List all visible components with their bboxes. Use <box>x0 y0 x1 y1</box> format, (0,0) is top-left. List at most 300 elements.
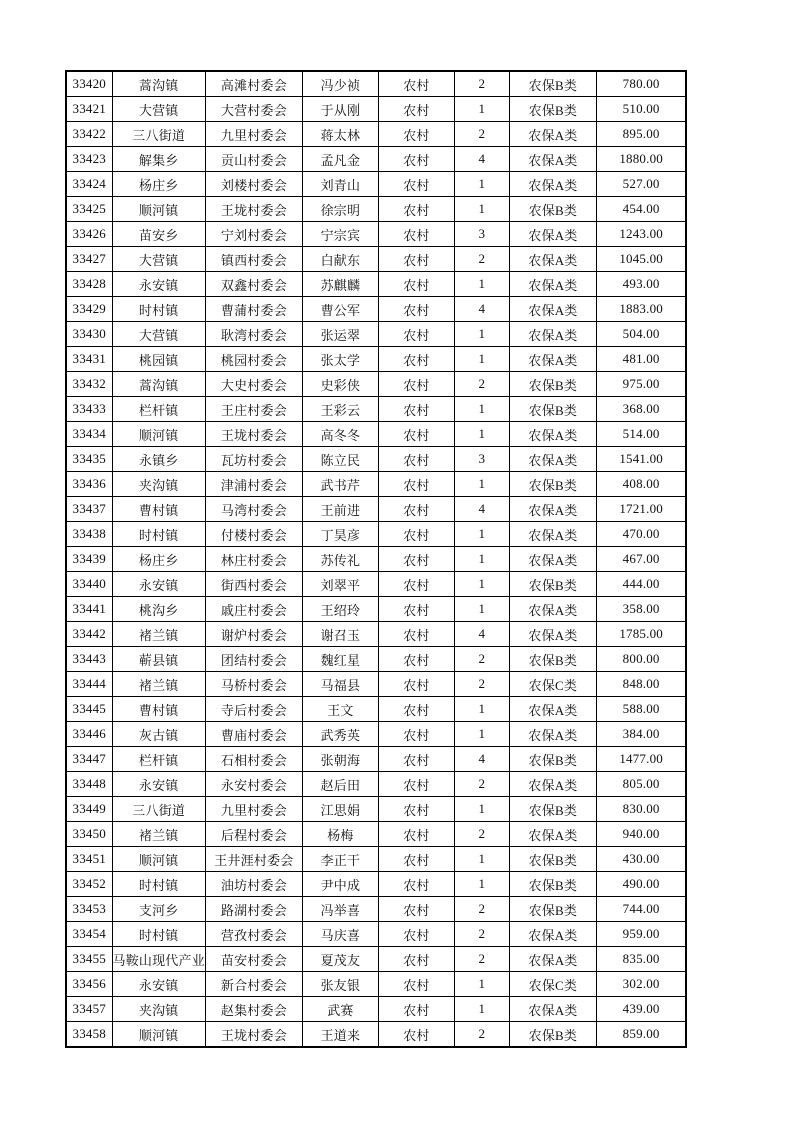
cell-record-id <box>66 97 112 122</box>
cell-insurance-category-text: 农保A类 <box>528 552 578 568</box>
cell-record-id <box>66 747 112 772</box>
cell-village-committee-text: 谢炉村委会 <box>220 627 287 643</box>
cell-insurance-category <box>509 947 596 972</box>
cell-record-id <box>66 372 112 397</box>
cell-residence-type <box>378 622 454 647</box>
cell-village-committee-text: 寺后村委会 <box>220 702 287 718</box>
cell-insurance-category <box>509 372 596 397</box>
cell-person-name <box>302 497 378 522</box>
cell-count-text: 1 <box>478 351 486 366</box>
cell-village-committee-text: 贡山村委会 <box>220 152 287 168</box>
cell-amount-text: 514.00 <box>622 426 660 441</box>
cell-town-text: 时村镇 <box>138 877 179 893</box>
cell-count-text: 1 <box>478 326 486 341</box>
cell-residence-type <box>378 522 454 547</box>
cell-town-text: 大营镇 <box>138 252 179 268</box>
cell-insurance-category <box>509 297 596 322</box>
cell-insurance-category-text: 农保A类 <box>528 227 578 243</box>
table-row <box>66 647 686 672</box>
table-row <box>66 597 686 622</box>
cell-count <box>454 397 509 422</box>
cell-residence-type-text: 农村 <box>403 302 430 318</box>
cell-record-id <box>66 922 112 947</box>
table-row <box>66 422 686 447</box>
cell-amount <box>596 647 686 672</box>
cell-town <box>112 622 205 647</box>
cell-amount-text: 384.00 <box>622 726 660 741</box>
cell-insurance-category-text: 农保A类 <box>528 777 578 793</box>
cell-village-committee <box>205 497 302 522</box>
table-row <box>66 347 686 372</box>
cell-insurance-category-text: 农保A类 <box>528 702 578 718</box>
cell-count <box>454 622 509 647</box>
table-row <box>66 697 686 722</box>
cell-count <box>454 147 509 172</box>
cell-village-committee <box>205 372 302 397</box>
cell-insurance-category <box>509 422 596 447</box>
cell-residence-type-text: 农村 <box>403 702 430 718</box>
cell-town-text: 蒿沟镇 <box>138 377 179 393</box>
cell-insurance-category <box>509 147 596 172</box>
table-row <box>66 147 686 172</box>
cell-amount-text: 1721.00 <box>619 501 663 516</box>
cell-residence-type-text: 农村 <box>403 327 430 343</box>
cell-residence-type-text: 农村 <box>403 402 430 418</box>
table-row <box>66 847 686 872</box>
cell-person-name-text: 赵后田 <box>320 777 361 793</box>
cell-record-id-text: 33423 <box>72 151 106 166</box>
cell-town-text: 曹村镇 <box>138 502 179 518</box>
cell-count <box>454 972 509 997</box>
cell-residence-type-text: 农村 <box>403 977 430 993</box>
cell-record-id <box>66 422 112 447</box>
cell-insurance-category <box>509 497 596 522</box>
cell-record-id <box>66 347 112 372</box>
cell-town-text: 解集乡 <box>138 152 179 168</box>
cell-person-name <box>302 172 378 197</box>
cell-residence-type <box>378 272 454 297</box>
cell-record-id-text: 33430 <box>72 326 106 341</box>
cell-amount-text: 481.00 <box>622 351 660 366</box>
cell-residence-type <box>378 772 454 797</box>
cell-person-name <box>302 1022 378 1048</box>
cell-town <box>112 597 205 622</box>
cell-amount <box>596 397 686 422</box>
cell-residence-type-text: 农村 <box>403 652 430 668</box>
cell-record-id <box>66 672 112 697</box>
table-row <box>66 272 686 297</box>
table-row <box>66 97 686 122</box>
cell-town-text: 苗安乡 <box>138 227 179 243</box>
cell-record-id-text: 33449 <box>72 801 106 816</box>
cell-record-id-text: 33443 <box>72 651 106 666</box>
cell-record-id-text: 33431 <box>72 351 106 366</box>
cell-amount <box>596 997 686 1022</box>
cell-record-id-text: 33427 <box>72 251 106 266</box>
cell-residence-type-text: 农村 <box>403 177 430 193</box>
cell-count <box>454 897 509 922</box>
cell-person-name-text: 史彩侠 <box>320 377 361 393</box>
cell-insurance-category-text: 农保A类 <box>528 827 578 843</box>
cell-town <box>112 797 205 822</box>
cell-record-id-text: 33420 <box>72 76 106 91</box>
table-row <box>66 947 686 972</box>
cell-town-text: 永安镇 <box>138 577 179 593</box>
cell-count-text: 2 <box>478 1026 486 1041</box>
cell-amount <box>596 272 686 297</box>
cell-village-committee-text: 油坊村委会 <box>220 877 287 893</box>
cell-count-text: 1 <box>478 101 486 116</box>
cell-town <box>112 322 205 347</box>
cell-village-committee <box>205 347 302 372</box>
cell-person-name <box>302 597 378 622</box>
cell-count <box>454 347 509 372</box>
cell-residence-type-text: 农村 <box>403 352 430 368</box>
cell-residence-type-text: 农村 <box>403 202 430 218</box>
table-row <box>66 547 686 572</box>
cell-residence-type-text: 农村 <box>403 802 430 818</box>
cell-village-committee <box>205 1022 302 1048</box>
cell-insurance-category <box>509 997 596 1022</box>
cell-count <box>454 997 509 1022</box>
cell-record-id <box>66 647 112 672</box>
cell-person-name <box>302 997 378 1022</box>
cell-residence-type <box>378 997 454 1022</box>
cell-amount-text: 588.00 <box>622 701 660 716</box>
cell-count-text: 1 <box>478 876 486 891</box>
cell-town <box>112 347 205 372</box>
cell-person-name-text: 苏传礼 <box>320 552 361 568</box>
cell-person-name <box>302 872 378 897</box>
cell-insurance-category-text: 农保A类 <box>528 927 578 943</box>
cell-count-text: 4 <box>478 751 486 766</box>
cell-record-id <box>66 172 112 197</box>
cell-record-id <box>66 297 112 322</box>
cell-record-id <box>66 397 112 422</box>
cell-town-text: 永安镇 <box>138 777 179 793</box>
cell-residence-type-text: 农村 <box>403 252 430 268</box>
cell-village-committee-text: 石相村委会 <box>220 752 287 768</box>
cell-town-text: 三八街道 <box>132 802 186 818</box>
cell-residence-type-text: 农村 <box>403 477 430 493</box>
cell-count <box>454 222 509 247</box>
cell-count <box>454 947 509 972</box>
cell-insurance-category-text: 农保A类 <box>528 127 578 143</box>
cell-record-id-text: 33429 <box>72 301 106 316</box>
cell-person-name <box>302 297 378 322</box>
cell-person-name <box>302 922 378 947</box>
cell-town <box>112 397 205 422</box>
cell-town-text: 杨庄乡 <box>138 552 179 568</box>
cell-residence-type-text: 农村 <box>403 102 430 118</box>
cell-record-id <box>66 197 112 222</box>
cell-town-text: 蒿沟镇 <box>138 77 179 93</box>
cell-amount <box>596 622 686 647</box>
cell-insurance-category <box>509 622 596 647</box>
cell-insurance-category-text: 农保B类 <box>528 1027 578 1043</box>
cell-residence-type <box>378 322 454 347</box>
cell-residence-type <box>378 547 454 572</box>
cell-village-committee <box>205 71 302 97</box>
cell-amount <box>596 547 686 572</box>
cell-insurance-category <box>509 572 596 597</box>
cell-person-name-text: 张太学 <box>320 352 361 368</box>
cell-record-id <box>66 572 112 597</box>
cell-amount-text: 1541.00 <box>619 451 663 466</box>
cell-town <box>112 122 205 147</box>
cell-person-name-text: 王前进 <box>320 502 361 518</box>
cell-residence-type-text: 农村 <box>403 1002 430 1018</box>
cell-residence-type-text: 农村 <box>403 152 430 168</box>
cell-town <box>112 572 205 597</box>
cell-count <box>454 322 509 347</box>
cell-town-text: 桃沟乡 <box>138 602 179 618</box>
cell-amount <box>596 597 686 622</box>
cell-record-id-text: 33451 <box>72 851 106 866</box>
cell-amount <box>596 572 686 597</box>
cell-amount-text: 302.00 <box>622 976 660 991</box>
cell-record-id-text: 33426 <box>72 226 106 241</box>
cell-person-name-text: 王文 <box>327 702 354 718</box>
table-row <box>66 872 686 897</box>
cell-amount-text: 848.00 <box>622 676 660 691</box>
cell-record-id-text: 33455 <box>72 951 106 966</box>
cell-amount <box>596 722 686 747</box>
cell-town-text: 时村镇 <box>138 527 179 543</box>
cell-insurance-category <box>509 197 596 222</box>
cell-town-text: 蕲县镇 <box>138 652 179 668</box>
table-row <box>66 472 686 497</box>
cell-village-committee <box>205 222 302 247</box>
table-row <box>66 172 686 197</box>
cell-residence-type <box>378 472 454 497</box>
cell-count <box>454 272 509 297</box>
cell-amount <box>596 472 686 497</box>
cell-village-committee-text: 九里村委会 <box>220 127 287 143</box>
cell-town <box>112 997 205 1022</box>
cell-residence-type-text: 农村 <box>403 552 430 568</box>
cell-amount <box>596 372 686 397</box>
cell-town-text: 顺河镇 <box>138 1027 179 1043</box>
cell-town-text: 三八街道 <box>132 127 186 143</box>
cell-count-text: 1 <box>478 426 486 441</box>
cell-amount-text: 358.00 <box>622 601 660 616</box>
cell-record-id-text: 33445 <box>72 701 106 716</box>
cell-count-text: 1 <box>478 701 486 716</box>
cell-count <box>454 247 509 272</box>
cell-residence-type-text: 农村 <box>403 277 430 293</box>
cell-amount <box>596 747 686 772</box>
cell-person-name <box>302 247 378 272</box>
cell-residence-type <box>378 847 454 872</box>
cell-count <box>454 1022 509 1048</box>
cell-insurance-category <box>509 1022 596 1048</box>
cell-village-committee-text: 刘楼村委会 <box>220 177 287 193</box>
cell-count-text: 1 <box>478 476 486 491</box>
cell-town <box>112 297 205 322</box>
cell-town <box>112 672 205 697</box>
cell-record-id <box>66 1022 112 1048</box>
cell-count <box>454 747 509 772</box>
cell-record-id-text: 33448 <box>72 776 106 791</box>
cell-residence-type-text: 农村 <box>403 77 430 93</box>
cell-amount-text: 780.00 <box>622 76 660 91</box>
cell-amount <box>596 422 686 447</box>
cell-person-name-text: 苏麒麟 <box>320 277 361 293</box>
cell-village-committee-text: 大营村委会 <box>220 102 287 118</box>
cell-person-name-text: 刘青山 <box>320 177 361 193</box>
cell-count <box>454 522 509 547</box>
cell-insurance-category-text: 农保A类 <box>528 602 578 618</box>
cell-insurance-category <box>509 272 596 297</box>
cell-insurance-category-text: 农保A类 <box>528 352 578 368</box>
cell-amount-text: 444.00 <box>622 576 660 591</box>
cell-village-committee-text: 王垅村委会 <box>220 1027 287 1043</box>
cell-amount-text: 490.00 <box>622 876 660 891</box>
cell-count <box>454 472 509 497</box>
cell-person-name <box>302 547 378 572</box>
cell-village-committee <box>205 322 302 347</box>
cell-village-committee-text: 马湾村委会 <box>220 502 287 518</box>
cell-count-text: 2 <box>478 676 486 691</box>
cell-insurance-category-text: 农保A类 <box>528 627 578 643</box>
cell-insurance-category-text: 农保B类 <box>528 377 578 393</box>
cell-village-committee-text: 王井涯村委会 <box>214 852 294 868</box>
cell-village-committee-text: 镇西村委会 <box>220 252 287 268</box>
cell-record-id-text: 33439 <box>72 551 106 566</box>
cell-person-name-text: 王道来 <box>320 1027 361 1043</box>
cell-amount-text: 368.00 <box>622 401 660 416</box>
cell-residence-type <box>378 122 454 147</box>
cell-town-text: 栏杆镇 <box>138 752 179 768</box>
cell-person-name-text: 王彩云 <box>320 402 361 418</box>
cell-count <box>454 197 509 222</box>
cell-record-id-text: 33421 <box>72 101 106 116</box>
cell-town <box>112 472 205 497</box>
cell-town-text: 顺河镇 <box>138 852 179 868</box>
cell-count <box>454 172 509 197</box>
cell-village-committee <box>205 397 302 422</box>
cell-residence-type-text: 农村 <box>403 227 430 243</box>
cell-record-id-text: 33458 <box>72 1026 106 1041</box>
cell-insurance-category-text: 农保B类 <box>528 477 578 493</box>
cell-town-text: 夹沟镇 <box>138 477 179 493</box>
cell-insurance-category-text: 农保B类 <box>528 802 578 818</box>
cell-record-id-text: 33447 <box>72 751 106 766</box>
table-row <box>66 222 686 247</box>
cell-person-name <box>302 272 378 297</box>
table-row <box>66 297 686 322</box>
cell-count-text: 1 <box>478 601 486 616</box>
cell-person-name <box>302 397 378 422</box>
cell-village-committee <box>205 822 302 847</box>
cell-person-name <box>302 147 378 172</box>
cell-town-text: 桃园镇 <box>138 352 179 368</box>
cell-town-text: 大营镇 <box>138 102 179 118</box>
cell-person-name-text: 张友银 <box>320 977 361 993</box>
cell-residence-type <box>378 372 454 397</box>
cell-person-name-text: 张朝海 <box>320 752 361 768</box>
cell-town <box>112 447 205 472</box>
cell-amount <box>596 697 686 722</box>
cell-count-text: 2 <box>478 251 486 266</box>
cell-amount <box>596 297 686 322</box>
cell-residence-type-text: 农村 <box>403 577 430 593</box>
cell-village-committee <box>205 172 302 197</box>
cell-residence-type-text: 农村 <box>403 602 430 618</box>
cell-record-id <box>66 622 112 647</box>
cell-town <box>112 172 205 197</box>
cell-town-text: 永镇乡 <box>138 452 179 468</box>
cell-village-committee <box>205 997 302 1022</box>
cell-town-text: 栏杆镇 <box>138 402 179 418</box>
cell-person-name-text: 谢召玉 <box>320 627 361 643</box>
table-row <box>66 447 686 472</box>
cell-insurance-category <box>509 872 596 897</box>
cell-person-name <box>302 647 378 672</box>
cell-amount-text: 510.00 <box>622 101 660 116</box>
cell-residence-type <box>378 172 454 197</box>
cell-village-committee <box>205 547 302 572</box>
cell-person-name-text: 白献东 <box>320 252 361 268</box>
cell-residence-type-text: 农村 <box>403 852 430 868</box>
cell-insurance-category <box>509 122 596 147</box>
cell-count-text: 4 <box>478 501 486 516</box>
cell-village-committee <box>205 647 302 672</box>
table-row <box>66 722 686 747</box>
cell-residence-type-text: 农村 <box>403 377 430 393</box>
cell-insurance-category-text: 农保B类 <box>528 202 578 218</box>
cell-count <box>454 797 509 822</box>
cell-residence-type <box>378 447 454 472</box>
cell-amount-text: 805.00 <box>622 776 660 791</box>
cell-amount <box>596 822 686 847</box>
cell-count-text: 2 <box>478 126 486 141</box>
cell-record-id <box>66 71 112 97</box>
cell-person-name-text: 冯少祯 <box>320 77 361 93</box>
cell-count-text: 1 <box>478 576 486 591</box>
cell-insurance-category-text: 农保A类 <box>528 502 578 518</box>
cell-residence-type <box>378 497 454 522</box>
cell-record-id <box>66 522 112 547</box>
cell-village-committee-text: 曹庙村委会 <box>220 727 287 743</box>
cell-record-id-text: 33438 <box>72 526 106 541</box>
cell-insurance-category <box>509 447 596 472</box>
cell-village-committee <box>205 622 302 647</box>
cell-insurance-category <box>509 472 596 497</box>
cell-count <box>454 372 509 397</box>
cell-residence-type-text: 农村 <box>403 452 430 468</box>
cell-amount-text: 1785.00 <box>619 626 663 641</box>
cell-amount-text: 895.00 <box>622 126 660 141</box>
cell-count <box>454 772 509 797</box>
cell-insurance-category <box>509 71 596 97</box>
cell-record-id-text: 33456 <box>72 976 106 991</box>
cell-village-committee-text: 付楼村委会 <box>220 527 287 543</box>
cell-amount <box>596 897 686 922</box>
cell-person-name-text: 武赛 <box>327 1002 354 1018</box>
table-row <box>66 997 686 1022</box>
cell-insurance-category <box>509 697 596 722</box>
cell-amount-text: 527.00 <box>622 176 660 191</box>
cell-count-text: 4 <box>478 151 486 166</box>
cell-insurance-category-text: 农保B类 <box>528 852 578 868</box>
cell-record-id-text: 33442 <box>72 626 106 641</box>
cell-residence-type <box>378 422 454 447</box>
cell-insurance-category-text: 农保A类 <box>528 452 578 468</box>
cell-person-name-text: 宁宗宾 <box>320 227 361 243</box>
cell-residence-type <box>378 722 454 747</box>
